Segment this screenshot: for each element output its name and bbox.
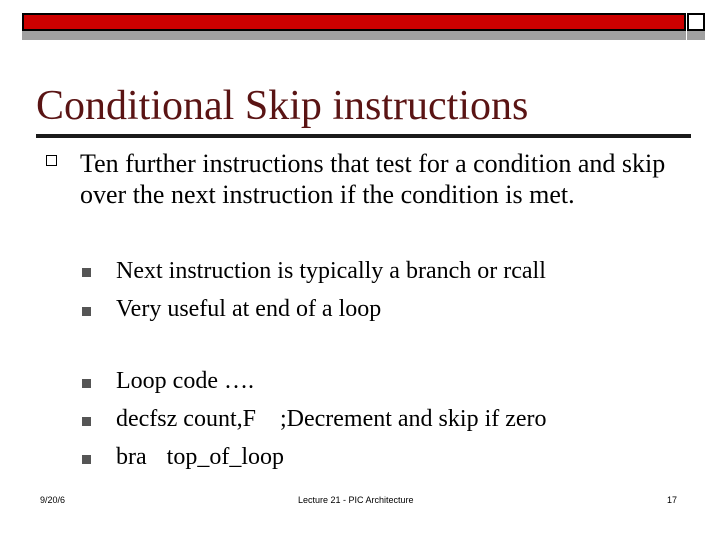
- code-comment: ;Decrement and skip if zero: [279, 406, 547, 432]
- filled-square-bullet-icon: [82, 268, 91, 277]
- filled-square-bullet-icon: [82, 307, 91, 316]
- filled-square-bullet-icon: [82, 455, 91, 464]
- header-banner-red: [22, 13, 686, 31]
- code-instruction: decfsz count,F: [116, 406, 256, 432]
- main-bullet-text: Ten further instructions that test for a condition and skip over the next instruction if the condition is met.: [80, 149, 666, 209]
- sub-bullet-text: Very useful at end of a loop: [116, 296, 382, 322]
- code-instruction: bra: [116, 444, 147, 470]
- code-line: [116, 444, 284, 471]
- filled-square-bullet-icon: [82, 379, 91, 388]
- header-corner-gray: [687, 31, 705, 40]
- footer-page-number: 17: [667, 495, 678, 505]
- code-line: [116, 406, 547, 433]
- slide-title: Conditional Skip instructions: [36, 83, 529, 129]
- filled-square-bullet-icon: [82, 417, 91, 426]
- sub-bullet-text: Next instruction is typically a branch or rcall: [116, 258, 546, 284]
- footer-title: Lecture 21 - PIC Architecture: [298, 495, 414, 505]
- hollow-square-bullet-icon: [46, 155, 57, 166]
- code-line: Loop code ….: [116, 368, 254, 394]
- title-underline: [36, 134, 691, 138]
- header-corner-box: [687, 13, 705, 31]
- code-label: top_of_loop: [166, 444, 284, 470]
- header-banner-gray: [22, 31, 686, 40]
- footer-date: 9/20/6: [40, 495, 66, 505]
